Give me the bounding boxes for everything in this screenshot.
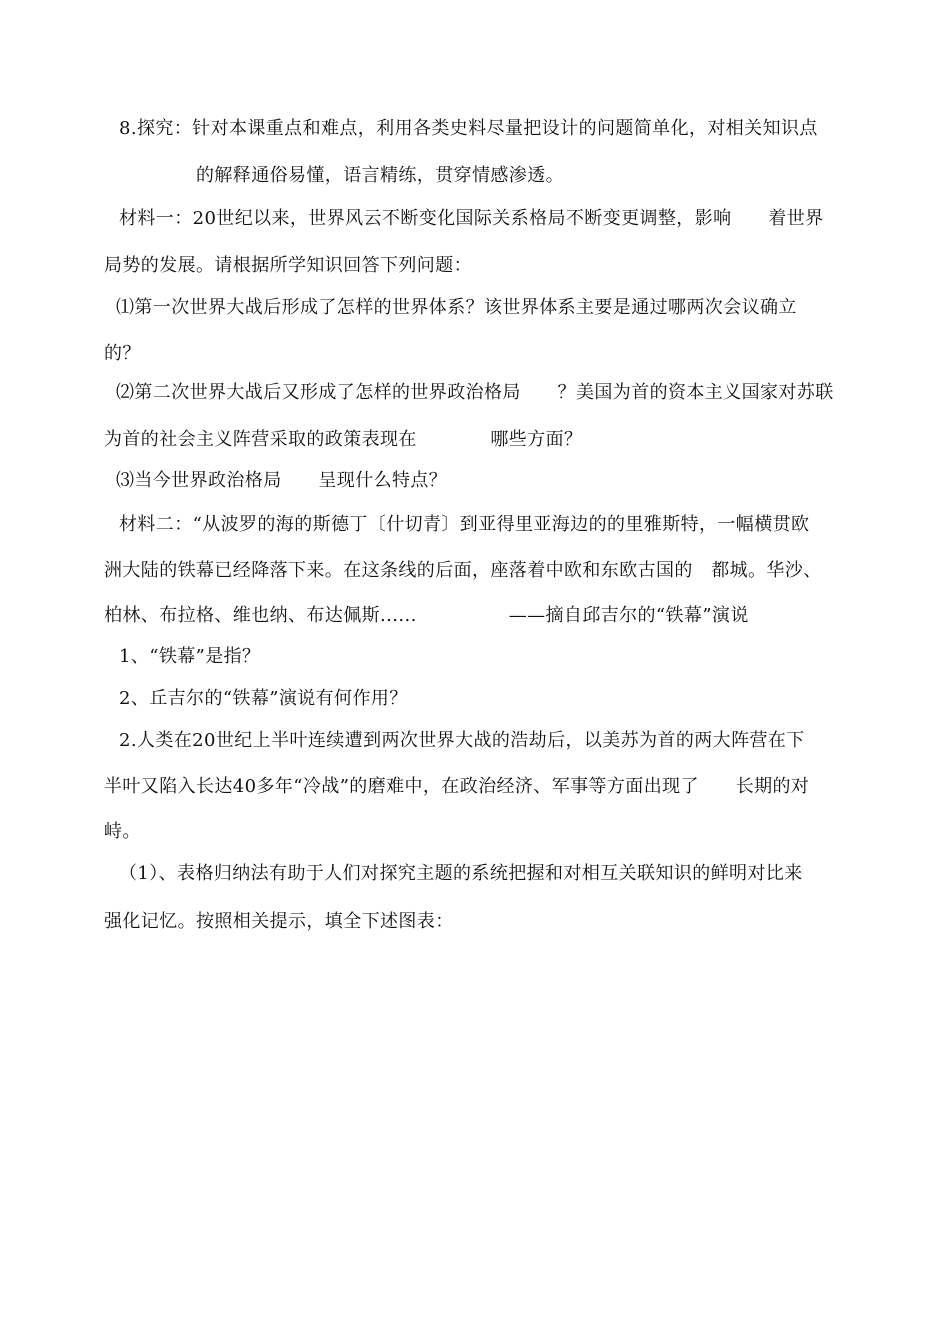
text-line: 的解释通俗易懂，语言精练，贯穿情感渗透。 — [196, 165, 564, 186]
text-line: 半叶又陷入长达40多年“冷战”的磨难中，在政治经济、军事等方面出现了 长期的对 — [104, 776, 810, 797]
text-line: 柏林、布拉格、维也纳、布达佩斯...... ——摘自邱吉尔的“铁幕”演说 — [104, 605, 749, 626]
text-line: ⑶当今世界政治格局 呈现什么特点？ — [116, 470, 448, 491]
text-line: 强化记忆。按照相关提示，填全下述图表： — [104, 911, 454, 932]
text-line: 的？ — [104, 343, 141, 364]
text-line: （1）、表格归纳法有助于人们对探究主题的系统把握和对相互关联知识的鲜明对比来 — [119, 863, 803, 884]
text-line: 为首的社会主义阵营采取的政策表现在 哪些方面？ — [104, 429, 583, 450]
text-line: 材料一：20世纪以来，世界风云不断变化国际关系格局不断变更调整，影响 着世界 — [119, 208, 824, 229]
text-line: 峙。 — [104, 821, 141, 842]
text-line: 材料二：“从波罗的海的斯德丁〔什切青〕到亚得里亚海边的的里雅斯特，一幅横贯欧 — [119, 514, 810, 535]
text-line: 局势的发展。请根据所学知识回答下列问题： — [104, 255, 472, 276]
text-line: 8.探究：针对本课重点和难点，利用各类史料尽量把设计的问题简单化，对相关知识点 — [119, 118, 818, 139]
text-line: 2、丘吉尔的“铁幕”演说有何作用？ — [119, 688, 408, 709]
text-line: ⑵第二次世界大战后又形成了怎样的世界政治格局 ？美国为首的资本主义国家对苏联 — [116, 382, 834, 403]
text-line: 洲大陆的铁幕已经降落下来。在这条线的后面，座落着中欧和东欧古国的 都城。华沙、 — [104, 560, 822, 581]
text-line: ⑴第一次世界大战后形成了怎样的世界体系？该世界体系主要是通过哪两次会议确立 — [116, 297, 797, 318]
text-line: 2.人类在20世纪上半叶连续遭到两次世界大战的浩劫后，以美苏为首的两大阵营在下 — [119, 730, 805, 751]
text-line: 1、“铁幕”是指？ — [119, 646, 261, 667]
